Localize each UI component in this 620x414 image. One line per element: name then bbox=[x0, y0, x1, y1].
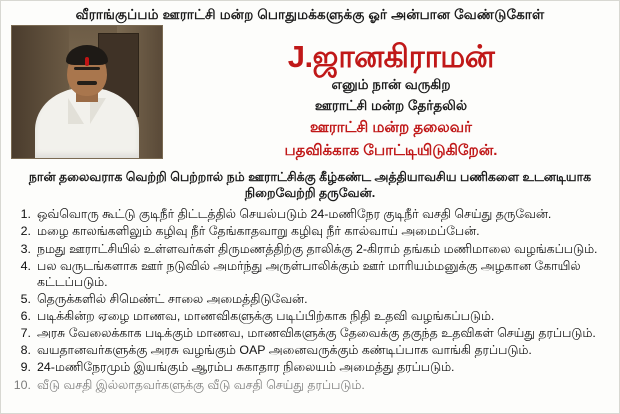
promise-number: 10. bbox=[13, 377, 31, 392]
promise-number: 8. bbox=[20, 343, 31, 358]
list-item bbox=[11, 342, 609, 358]
promise-text: வீடு வசதி இல்லாதவர்களுக்கு வீடு வசதி செய்து தரப்படும். bbox=[37, 377, 365, 392]
promise-text: பல வருடங்களாக ஊர் நடுவில் அமர்ந்து அருள்பாலிக்கும் ஊர் மாரியம்மனுக்கு அழகான கோயில் கட்டப்படும். bbox=[37, 258, 581, 289]
promise-number: 6. bbox=[20, 309, 31, 324]
photo-tilak bbox=[85, 57, 89, 66]
promise-text: தெருக்களில் சிமெண்ட் சாலை அமைத்திடுவேன். bbox=[37, 291, 308, 306]
promise-number: 3. bbox=[20, 241, 31, 256]
list-item bbox=[11, 308, 609, 324]
promise-number: 4. bbox=[20, 258, 31, 273]
candidate-photo bbox=[11, 25, 163, 159]
page-title: வீராங்குப்பம் ஊராட்சி மன்ற பொதுமக்களுக்கு ஓர் அன்பான வேண்டுகோள் bbox=[75, 7, 545, 22]
candidate-subline-1: எனும் நான் வருகிற bbox=[331, 77, 451, 93]
promise-text: 24-மணிநேரமும் இயங்கும் ஆரம்ப சுகாதார நிலையம் அமைத்து தரப்படும். bbox=[37, 360, 455, 375]
promise-text: நமது ஊராட்சியில் உள்ளவர்கள் திருமணத்திற்கு தாலிக்கு 2-கிராம் தங்கம் மணிமாலை வழங்கப்படும். bbox=[37, 241, 598, 256]
promise-list bbox=[1, 204, 619, 392]
candidate-subline-2: ஊராட்சி மன்ற தேர்தலில் bbox=[314, 97, 468, 113]
promise-number: 5. bbox=[20, 291, 31, 306]
candidate-name: J.ஜானகிராமன் bbox=[287, 38, 495, 74]
promise-text: வயதானவர்களுக்கு அரசு வழங்கும் OAP அனைவருக்கும் கண்டிப்பாக வாங்கி தரப்படும். bbox=[37, 343, 532, 358]
photo-eyebrows bbox=[74, 67, 100, 70]
list-item bbox=[11, 325, 609, 341]
candidate-name-block bbox=[163, 25, 609, 161]
promise-number: 7. bbox=[20, 326, 31, 341]
list-item bbox=[11, 206, 609, 222]
promise-number: 2. bbox=[20, 224, 31, 239]
list-item bbox=[11, 377, 609, 393]
list-item bbox=[11, 359, 609, 375]
candidate-position: ஊராட்சி மன்ற தலைவர் bbox=[310, 118, 472, 136]
list-item bbox=[11, 223, 609, 239]
intro-text: நான் தலைவராக வெற்றி பெற்றால் நம் ஊராட்சிக்கு கீழ்கண்ட அத்தியாவசிய பணிகளை உடனடியாக நிறைவேற்றி தருவேன். bbox=[28, 169, 592, 201]
candidate-header bbox=[1, 25, 619, 165]
list-item bbox=[11, 258, 609, 290]
list-item bbox=[11, 241, 609, 257]
promise-text: அரசு வேலைக்காக படிக்கும் மாணவ, மாணவிகளுக்கு தேவைக்கு தகுந்த உதவிகள் செய்து தரப்படும். bbox=[37, 326, 596, 341]
promise-text: படிக்கின்ற ஏழை மாணவ, மாணவிகளுக்கு படிப்பிற்காக நிதி உதவி வழங்கப்படும். bbox=[37, 309, 495, 324]
promise-text: ஒவ்வொரு கூட்டு குடிநீர் திட்டத்தில் செயல்படும் 24-மணிநேர குடிநீர் வசதி செய்து தருவேன். bbox=[37, 207, 552, 222]
promise-number: 1. bbox=[20, 207, 31, 222]
candidate-subline-4: பதவிக்காக போட்டியிடுகிறேன். bbox=[284, 141, 498, 159]
promise-number: 9. bbox=[20, 360, 31, 375]
promise-text: மழை காலங்களிலும் கழிவு நீர் தேங்காதவாறு கழிவு நீர் கால்வாய் அமைப்பேன். bbox=[37, 224, 480, 239]
photo-moustache bbox=[77, 81, 97, 85]
list-item bbox=[11, 291, 609, 307]
